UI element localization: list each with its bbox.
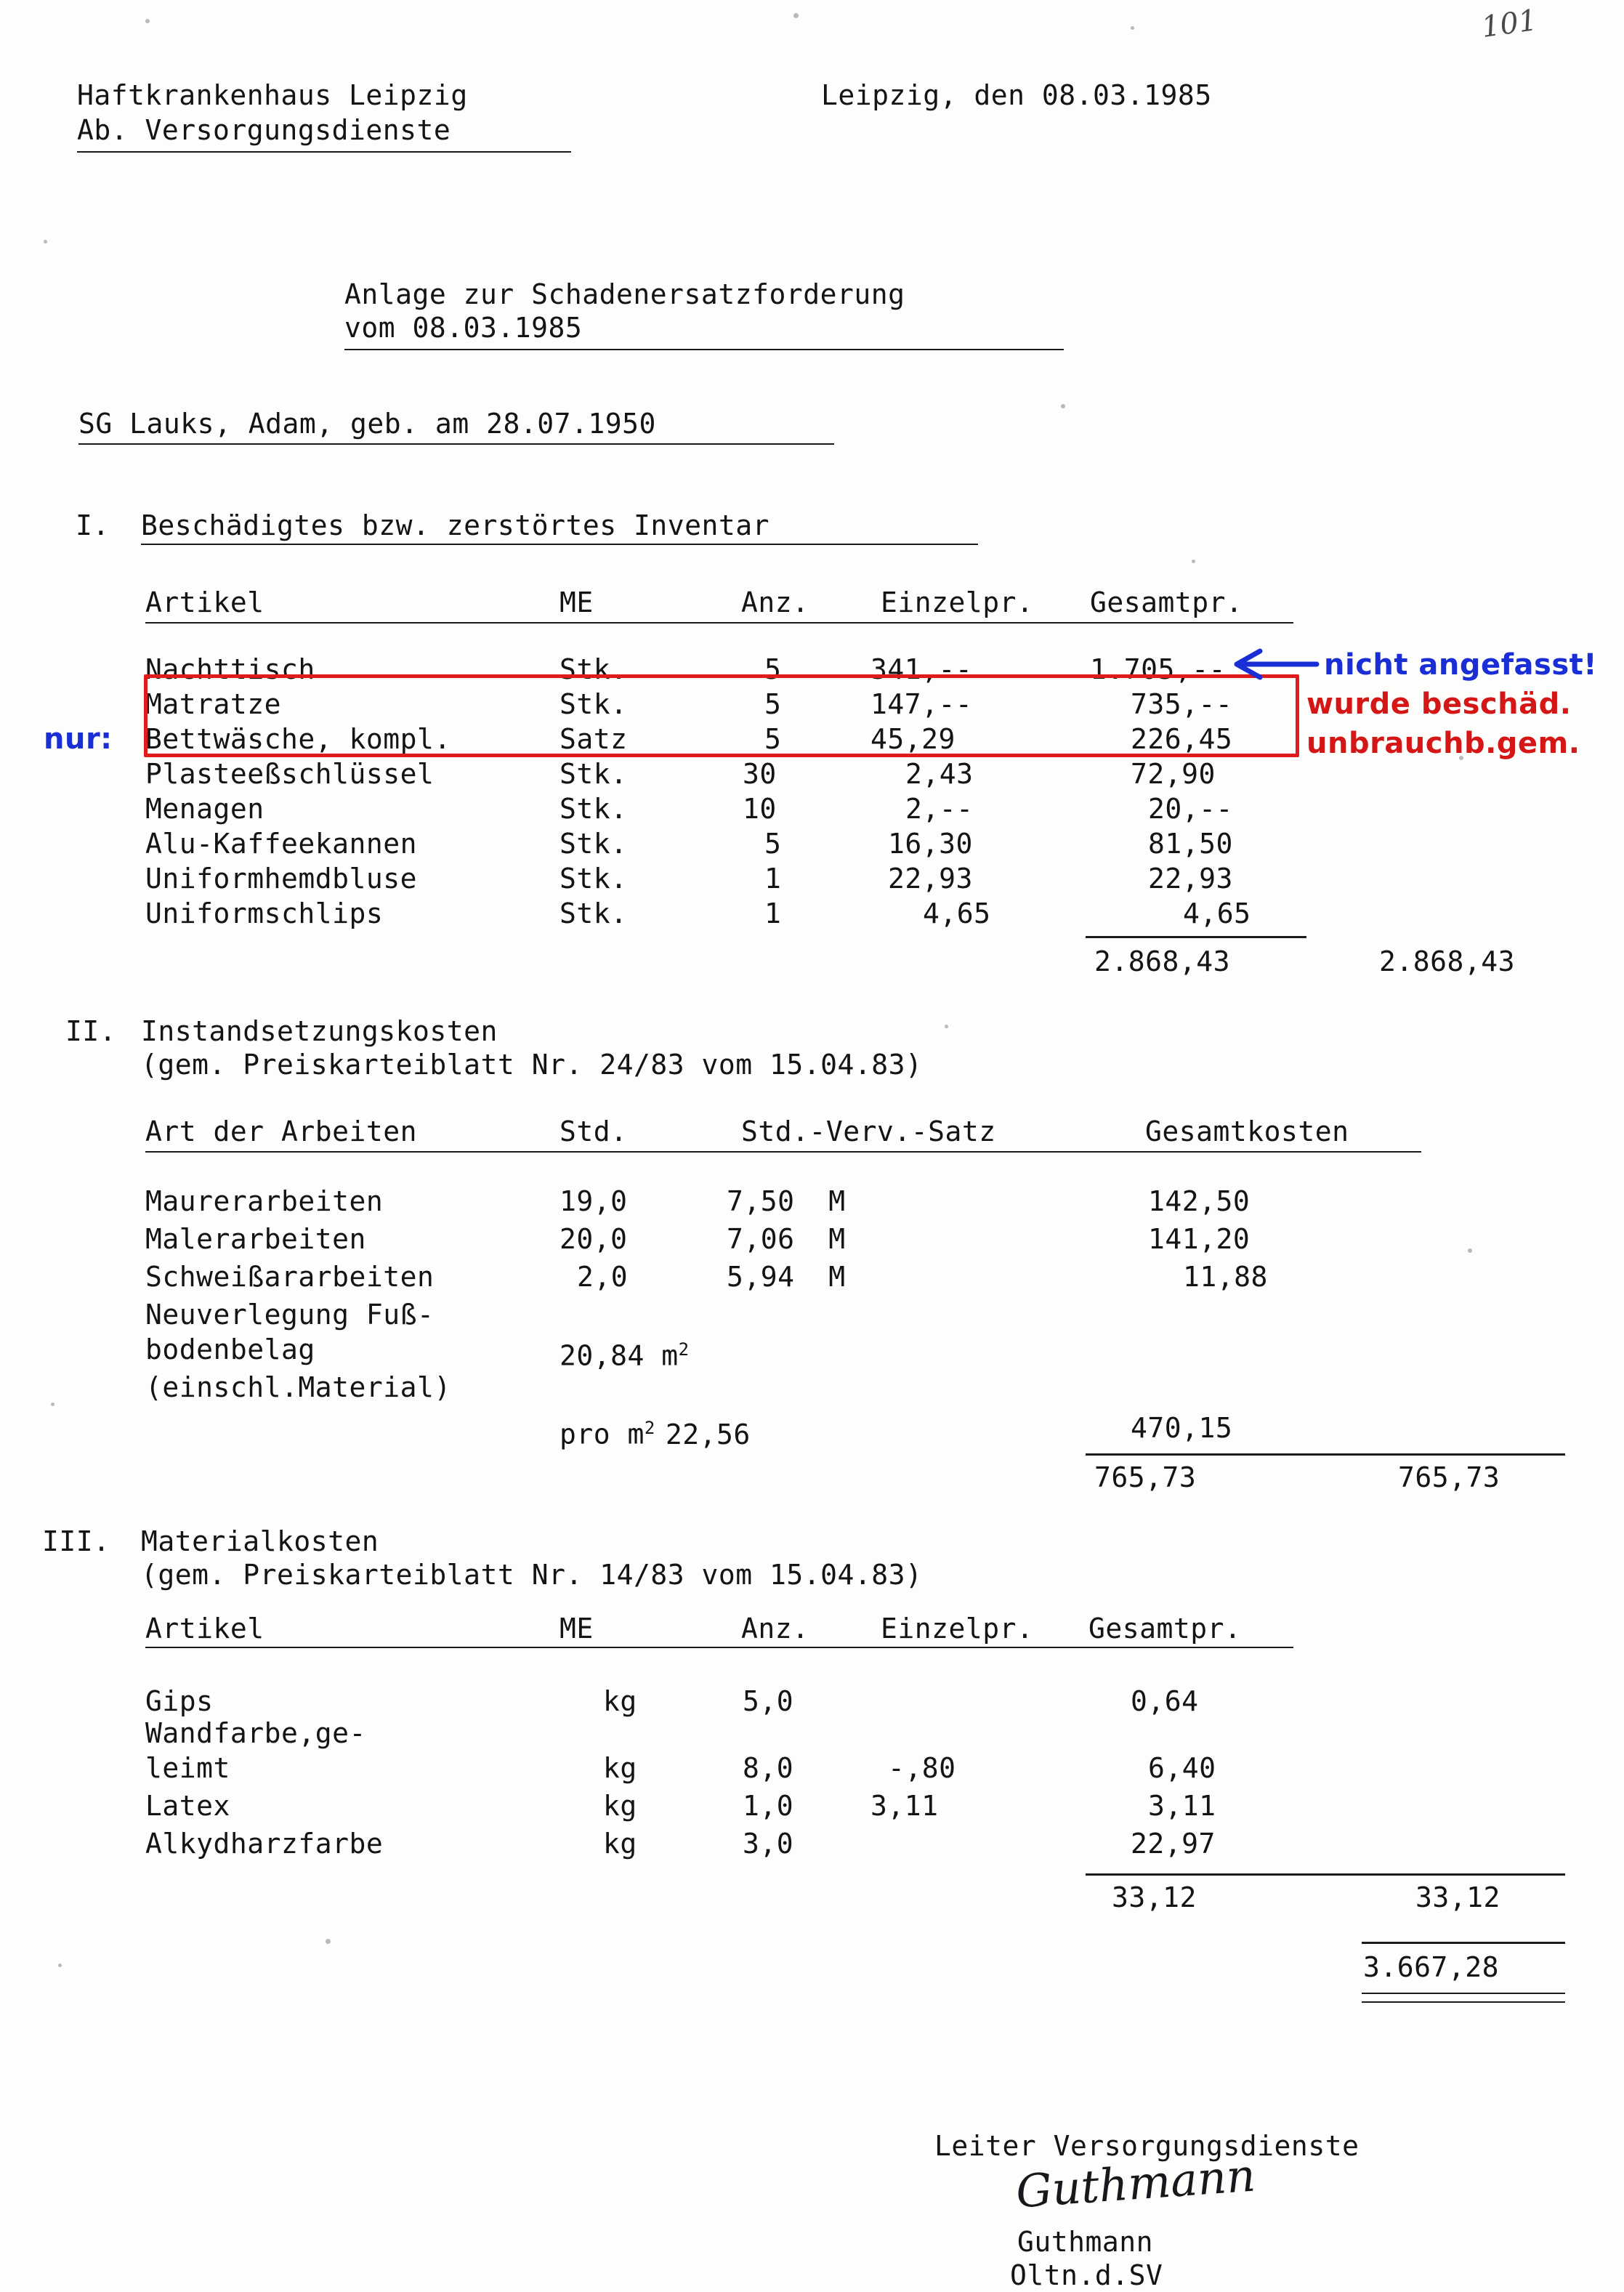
section3-col-me: ME xyxy=(559,1613,594,1645)
section2-special-line3: (einschl.Material) xyxy=(145,1371,451,1403)
section2-col-satz: Std.-Verv.-Satz xyxy=(741,1115,996,1147)
table-cell-std: 2,0 xyxy=(577,1261,629,1293)
table-cell-me: Stk. xyxy=(559,863,628,895)
table-cell-me: Stk. xyxy=(559,653,628,685)
table-cell-einzel: 3,11 xyxy=(870,1790,939,1822)
table-row: Maurerarbeiten xyxy=(145,1185,384,1217)
section2-special-gesamt: 470,15 xyxy=(1131,1412,1233,1444)
table-row: Menagen xyxy=(145,793,264,825)
table-row: Matratze xyxy=(145,688,282,720)
section2-col-art: Art der Arbeiten xyxy=(145,1115,418,1147)
rate-prefix: pro m xyxy=(559,1418,645,1450)
title-underline xyxy=(344,349,1064,350)
section1-col-einzel: Einzelpr. xyxy=(881,586,1034,618)
area-value: 20,84 m xyxy=(559,1339,679,1372)
table-cell-anz: 3,0 xyxy=(743,1828,794,1860)
table-cell-gesamt: 6,40 xyxy=(1148,1752,1216,1784)
grand-total-rule xyxy=(1362,1942,1565,1944)
section1-col-gesamt: Gesamtpr. xyxy=(1090,586,1243,618)
table-cell-einzel: 16,30 xyxy=(888,828,973,860)
table-cell-gesamt: 22,97 xyxy=(1131,1828,1216,1860)
signature-rank: Oltn.d.SV xyxy=(1010,2259,1163,2291)
table-row: Wandfarbe,ge- xyxy=(145,1717,366,1749)
section2-special-rate xyxy=(559,1411,751,1451)
table-cell-einzel: 45,29 xyxy=(870,723,956,755)
table-row: Uniformschlips xyxy=(145,897,384,929)
table-cell-anz: 5,0 xyxy=(743,1685,794,1717)
grand-total: 3.667,28 xyxy=(1363,1951,1500,1983)
section1-header-rule xyxy=(145,622,1293,624)
section2-header-rule xyxy=(145,1151,1421,1153)
section1-total-rule xyxy=(1086,936,1306,938)
section2-subtotal: 765,73 xyxy=(1094,1461,1197,1493)
annotation-red-box xyxy=(144,674,1299,757)
table-row: Plasteeßschlüssel xyxy=(145,758,435,790)
table-cell-std: 19,0 xyxy=(559,1185,628,1217)
table-cell-einzel: 147,-- xyxy=(870,688,973,720)
table-cell-me: kg xyxy=(603,1828,637,1860)
grand-total-double-rule-a xyxy=(1362,1993,1565,1994)
section3-subtotal-carry: 33,12 xyxy=(1415,1881,1500,1913)
section2-special-line1: Neuverlegung Fuß- xyxy=(145,1299,435,1331)
table-cell-me: kg xyxy=(603,1752,637,1784)
table-cell-gesamt: 226,45 xyxy=(1131,723,1233,755)
table-cell-einzel: 2,-- xyxy=(905,793,974,825)
table-cell-me: Stk. xyxy=(559,688,628,720)
table-cell-anz: 5 xyxy=(764,688,782,720)
section1-subtotal-carry: 2.868,43 xyxy=(1379,945,1516,977)
section2-number: II. xyxy=(65,1015,117,1047)
table-cell-anz: 30 xyxy=(743,758,777,790)
section1-subtotal: 2.868,43 xyxy=(1094,945,1231,977)
header-underline xyxy=(77,151,571,153)
table-cell-gesamt: 735,-- xyxy=(1131,688,1233,720)
rate-value: 22,56 xyxy=(665,1418,751,1450)
table-cell-gesamt: 22,93 xyxy=(1148,863,1233,895)
section2-col-gesamt: Gesamtkosten xyxy=(1145,1115,1349,1147)
table-cell-anz: 5 xyxy=(764,723,782,755)
section3-header-rule xyxy=(145,1647,1293,1648)
section1-col-me: ME xyxy=(559,586,594,618)
table-cell-einzel: -,80 xyxy=(888,1752,956,1784)
table-row: Schweißararbeiten xyxy=(145,1261,435,1293)
header-place-date: Leipzig, den 08.03.1985 xyxy=(821,79,1212,111)
rate-exponent: 2 xyxy=(644,1418,655,1438)
section3-total-rule xyxy=(1086,1873,1565,1876)
grand-total-double-rule-b xyxy=(1362,2001,1565,2003)
section3-col-gesamt: Gesamtpr. xyxy=(1088,1613,1242,1645)
table-cell-einzel: 22,93 xyxy=(888,863,973,895)
table-cell-me: Satz xyxy=(559,723,628,755)
header-department: Ab. Versorgungsdienste xyxy=(77,114,451,146)
signature-scribble: Guthmann xyxy=(1014,2148,1258,2219)
table-cell-gesamt: 1.705,-- xyxy=(1090,653,1227,685)
section2-heading: Instandsetzungskosten xyxy=(141,1015,498,1047)
doc-title-line1: Anlage zur Schadenersatzforderung xyxy=(344,278,905,310)
section1-col-anz: Anz. xyxy=(741,586,809,618)
table-cell-satz: 7,50 M xyxy=(727,1185,846,1217)
annotation-line2: wurde beschäd. xyxy=(1306,687,1572,721)
section2-subtotal-carry: 765,73 xyxy=(1398,1461,1500,1493)
table-row: Gips xyxy=(145,1685,214,1717)
table-cell-anz: 10 xyxy=(743,793,777,825)
section2-special-area xyxy=(559,1333,690,1373)
area-exponent: 2 xyxy=(678,1339,690,1360)
section1-number: I. xyxy=(76,509,110,541)
table-cell-anz: 5 xyxy=(764,653,782,685)
table-cell-satz: 5,94 M xyxy=(727,1261,846,1293)
subject-underline xyxy=(78,443,834,445)
table-cell-anz: 5 xyxy=(764,828,782,860)
table-row: Bettwäsche, kompl. xyxy=(145,723,451,755)
table-cell-me: Stk. xyxy=(559,758,628,790)
table-cell-me: kg xyxy=(603,1685,637,1717)
table-cell-anz: 1,0 xyxy=(743,1790,794,1822)
table-cell-einzel: 341,-- xyxy=(870,653,973,685)
table-cell-std: 20,0 xyxy=(559,1223,628,1255)
table-row: Alkydharzfarbe xyxy=(145,1828,384,1860)
section3-col-artikel: Artikel xyxy=(145,1613,264,1645)
page-number-mark: 101 xyxy=(1479,3,1539,45)
table-row: Nachttisch xyxy=(145,653,315,685)
section2-subheading: (gem. Preiskarteiblatt Nr. 24/83 vom 15.04.83) xyxy=(141,1049,923,1081)
table-cell-einzel: 4,65 xyxy=(923,897,991,929)
annotation-nur-label: nur: xyxy=(44,722,113,756)
table-cell-gesamt: 4,65 xyxy=(1183,897,1251,929)
table-cell-anz: 1 xyxy=(764,897,782,929)
signature-title: Leiter Versorgungsdienste xyxy=(934,2130,1360,2162)
table-cell-gesamt: 3,11 xyxy=(1148,1790,1216,1822)
table-cell-gesamt: 0,64 xyxy=(1131,1685,1199,1717)
table-cell-me: Stk. xyxy=(559,828,628,860)
annotation-line1: nicht angefasst! xyxy=(1324,648,1598,682)
table-cell-gesamt: 20,-- xyxy=(1148,793,1233,825)
table-cell-me: Stk. xyxy=(559,793,628,825)
section1-heading-underline xyxy=(141,544,978,545)
table-cell-gesamt: 11,88 xyxy=(1183,1261,1268,1293)
section3-heading: Materialkosten xyxy=(141,1525,379,1557)
section1-heading: Beschädigtes bzw. zerstörtes Inventar xyxy=(141,509,769,541)
subject-line: SG Lauks, Adam, geb. am 28.07.1950 xyxy=(78,408,656,440)
table-cell-gesamt: 81,50 xyxy=(1148,828,1233,860)
table-cell-gesamt: 141,20 xyxy=(1148,1223,1251,1255)
annotation-arrow-icon xyxy=(1228,645,1322,683)
section2-total-rule xyxy=(1086,1453,1565,1456)
table-cell-me: Stk. xyxy=(559,897,628,929)
table-cell-anz: 8,0 xyxy=(743,1752,794,1784)
table-row: Malerarbeiten xyxy=(145,1223,366,1255)
signature-name: Guthmann xyxy=(1017,2226,1154,2258)
section3-col-einzel: Einzelpr. xyxy=(881,1613,1034,1645)
table-row: Alu-Kaffeekannen xyxy=(145,828,418,860)
section3-number: III. xyxy=(42,1525,110,1557)
section1-col-artikel: Artikel xyxy=(145,586,264,618)
section2-special-line2: bodenbelag xyxy=(145,1333,315,1365)
table-row: Uniformhemdbluse xyxy=(145,863,418,895)
table-cell-einzel: 2,43 xyxy=(905,758,974,790)
annotation-line3: unbrauchb.gem. xyxy=(1306,727,1580,760)
doc-title-line2: vom 08.03.1985 xyxy=(344,312,583,344)
table-cell-gesamt: 142,50 xyxy=(1148,1185,1251,1217)
table-cell-satz: 7,06 M xyxy=(727,1223,846,1255)
section3-subheading: (gem. Preiskarteiblatt Nr. 14/83 vom 15.04.83) xyxy=(141,1559,923,1591)
section3-subtotal: 33,12 xyxy=(1112,1881,1197,1913)
table-cell-gesamt: 72,90 xyxy=(1131,758,1216,790)
section2-col-std: Std. xyxy=(559,1115,628,1147)
table-cell-anz: 1 xyxy=(764,863,782,895)
header-institution: Haftkrankenhaus Leipzig xyxy=(77,79,468,111)
section3-col-anz: Anz. xyxy=(741,1613,809,1645)
table-row: Latex xyxy=(145,1790,230,1822)
table-row: leimt xyxy=(145,1752,230,1784)
table-cell-me: kg xyxy=(603,1790,637,1822)
